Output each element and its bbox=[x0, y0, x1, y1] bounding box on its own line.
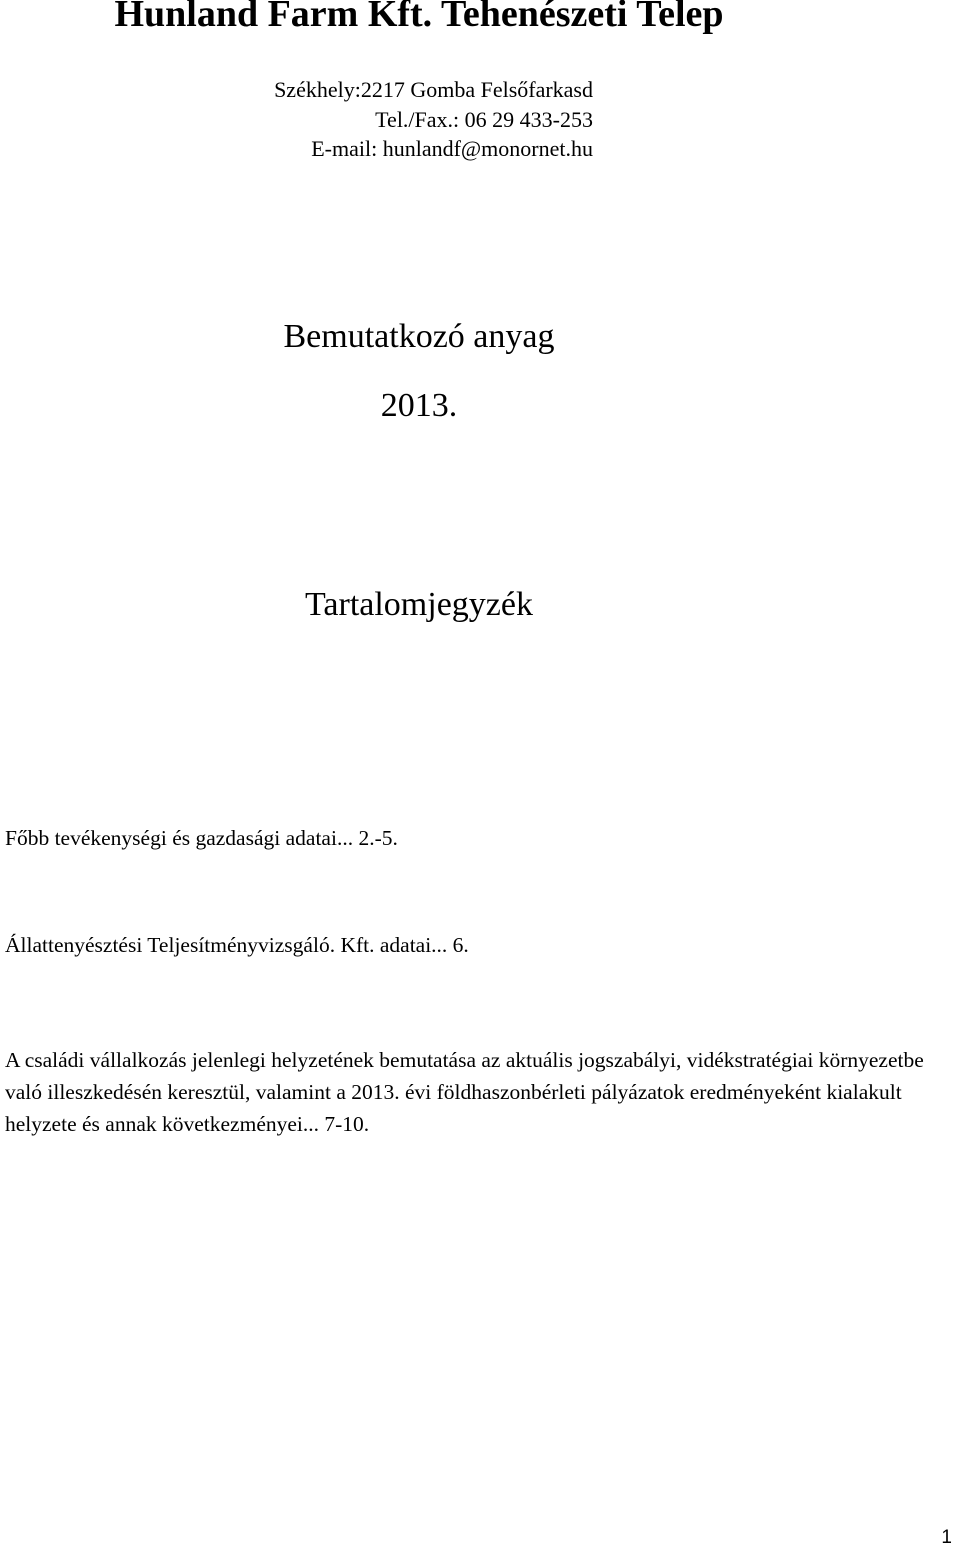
document-subtitle: Bemutatkozó anyag bbox=[283, 318, 555, 355]
toc-entry: Főbb tevékenységi és gazdasági adatai... 2.-5. bbox=[5, 826, 398, 850]
toc-entry: A családi vállalkozás jelenlegi helyzetének bemutatása az aktuális jogszabályi, vidékstratégiai környezetbe való illeszkedésén keresztül, valamint a 2013. évi földhaszonbérleti pályázatok eredményeként kialakult helyzete és annak következményei... 7-10. bbox=[5, 1048, 924, 1136]
page-number: 1 bbox=[941, 1527, 952, 1548]
toc-heading: Tartalomjegyzék bbox=[305, 586, 533, 623]
document-year: 2013. bbox=[380, 387, 458, 424]
address-line: Székhely:2217 Gomba Felsőfarkasd bbox=[274, 77, 593, 102]
contact-block bbox=[0, 75, 593, 164]
toc-entry: Állattenyésztési Teljesítményvizsgáló. Kft. adatai... 6. bbox=[5, 933, 469, 957]
document-title: Hunland Farm Kft. Tehenészeti Telep bbox=[114, 0, 724, 35]
phone-line: Tel./Fax.: 06 29 433-253 bbox=[375, 106, 593, 132]
email-line: E-mail: hunlandf@monornet.hu bbox=[311, 136, 593, 161]
